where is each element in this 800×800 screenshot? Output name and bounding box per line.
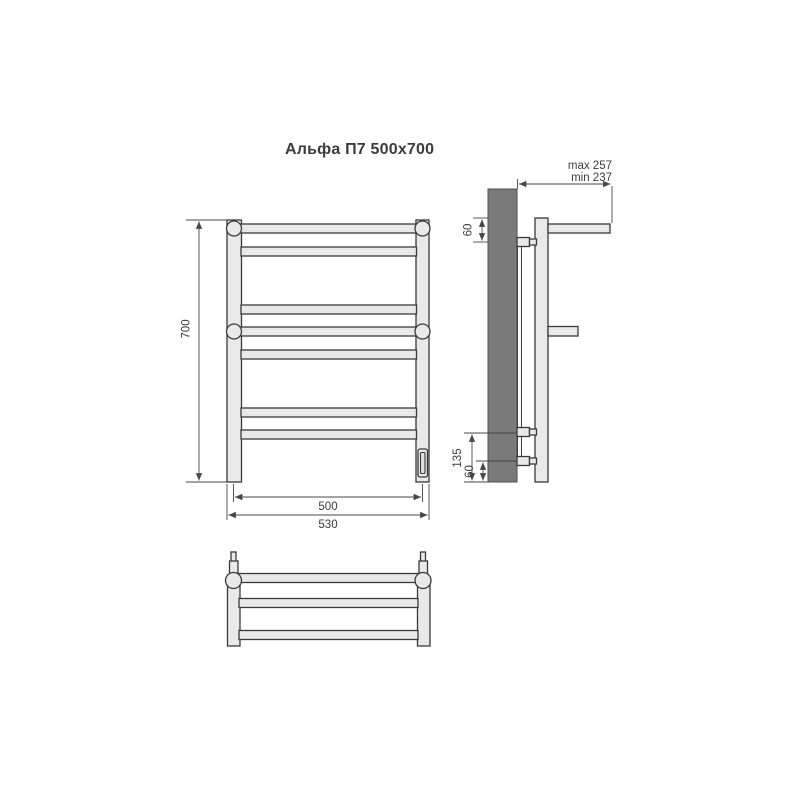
top-weld-joint bbox=[415, 573, 431, 589]
front-rung bbox=[241, 430, 417, 439]
side-middle-rung bbox=[548, 327, 578, 337]
front-weld-joint bbox=[227, 221, 242, 236]
front-right-post bbox=[416, 220, 429, 482]
wall-bracket bbox=[517, 457, 537, 466]
top-offset-label: 60 bbox=[462, 223, 475, 237]
front-weld-joint bbox=[415, 221, 430, 236]
rail-width-label: 500 bbox=[318, 501, 338, 513]
front-rung bbox=[241, 350, 417, 359]
top-left-post bbox=[228, 580, 241, 646]
front-rung bbox=[241, 247, 417, 256]
top-bar bbox=[239, 599, 418, 608]
mounting-pin bbox=[230, 552, 239, 575]
depth-max-label: max 257 bbox=[567, 160, 612, 172]
front-left-post bbox=[227, 220, 242, 482]
front-rung bbox=[234, 224, 423, 233]
front-rung bbox=[241, 408, 417, 417]
top-bar bbox=[239, 631, 418, 640]
side-top-rung bbox=[548, 224, 610, 233]
front-weld-joint bbox=[227, 324, 242, 339]
dimension-top-offset-60 bbox=[463, 218, 489, 242]
top-right-post bbox=[418, 580, 431, 646]
top-view bbox=[226, 552, 432, 646]
top-bar bbox=[234, 574, 423, 583]
side-view bbox=[452, 160, 612, 482]
wall-bracket bbox=[517, 238, 537, 247]
front-rung bbox=[234, 327, 423, 336]
front-view bbox=[181, 220, 431, 531]
top-weld-joint bbox=[226, 573, 242, 589]
front-rung bbox=[241, 305, 417, 314]
height-label: 700 bbox=[180, 319, 193, 339]
mounting-pin bbox=[419, 552, 428, 575]
bottom-offset-label: 60 bbox=[464, 465, 476, 478]
bottom-span-label: 135 bbox=[452, 448, 464, 468]
dimension-depth bbox=[518, 160, 613, 223]
dimension-width-500 bbox=[234, 484, 423, 513]
overall-width-label: 530 bbox=[318, 519, 338, 531]
front-weld-joint bbox=[415, 324, 430, 339]
wall bbox=[488, 189, 517, 482]
side-post bbox=[535, 218, 548, 482]
drawing-title: Альфа П7 500x700 bbox=[285, 141, 435, 158]
heating-element-window bbox=[421, 453, 426, 474]
wall-bracket bbox=[517, 428, 537, 437]
depth-min-label: min 237 bbox=[571, 172, 612, 184]
dimension-height-700 bbox=[181, 220, 228, 482]
